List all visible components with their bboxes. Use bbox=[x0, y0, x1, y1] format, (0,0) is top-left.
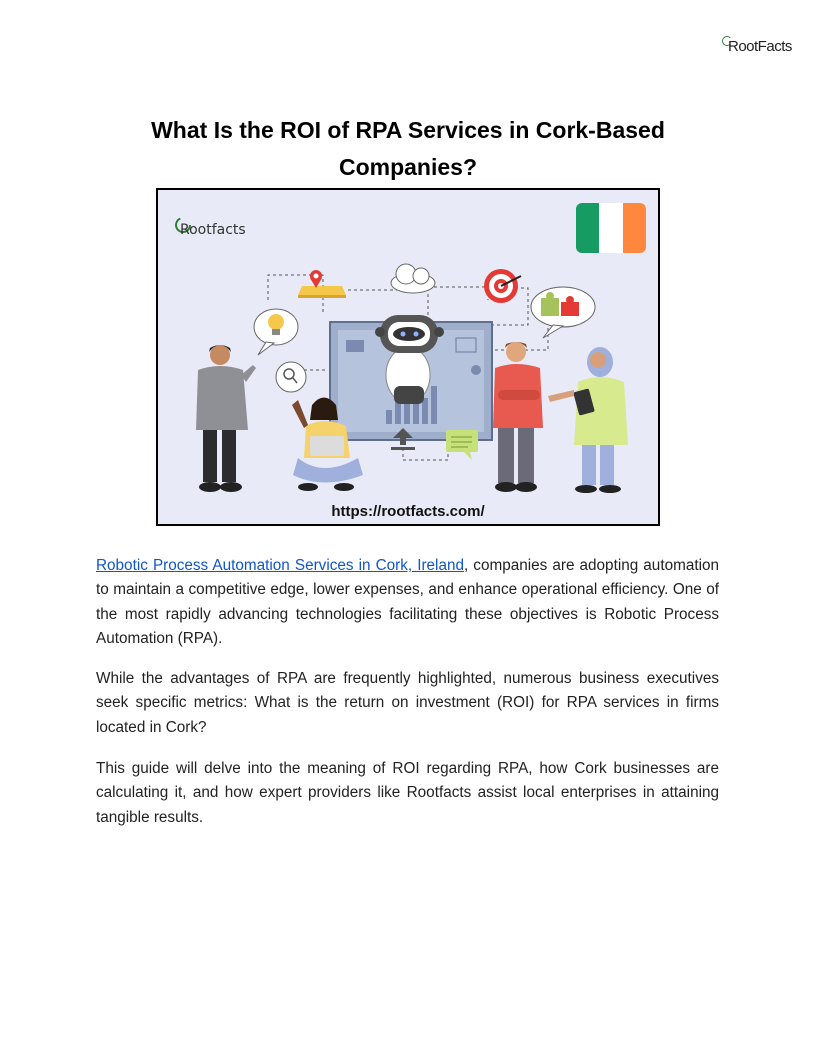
ireland-flag-icon bbox=[576, 203, 646, 253]
paragraph-guide-overview: This guide will delve into the meaning of ROI regarding RPA, how Cork businesses are calculating it, and how expert providers like Rootfacts assist local enterprises in attaining tangible results. bbox=[96, 760, 719, 826]
paragraph-intro bbox=[96, 554, 719, 651]
rpa-services-link[interactable]: Robotic Process Automation Services in Cork, Ireland bbox=[96, 557, 464, 574]
hero-brand-text: Rootfacts bbox=[180, 222, 246, 238]
rootfacts-logo bbox=[720, 34, 796, 62]
page-title: What Is the ROI of RPA Services in Cork-Based Companies? bbox=[151, 117, 665, 180]
paragraph-roi-question: While the advantages of RPA are frequently highlighted, numerous business executives seek specific metrics: What is the return on investment (ROI) for RPA services in firms located in Cork? bbox=[96, 670, 719, 736]
hero-illustration bbox=[156, 188, 660, 526]
header-brand: RootFacts bbox=[728, 38, 792, 55]
paragraph-intro-text: , companies are adopting automation to maintain a competitive edge, lower expenses, and enhance operational efficiency. One of the most rapidly advancing technologies facilitating these objectives is Robotic Process Automation (RPA). bbox=[96, 557, 719, 647]
search-bubble-icon bbox=[276, 362, 306, 392]
hero-url-caption: https://rootfacts.com/ bbox=[331, 503, 485, 520]
